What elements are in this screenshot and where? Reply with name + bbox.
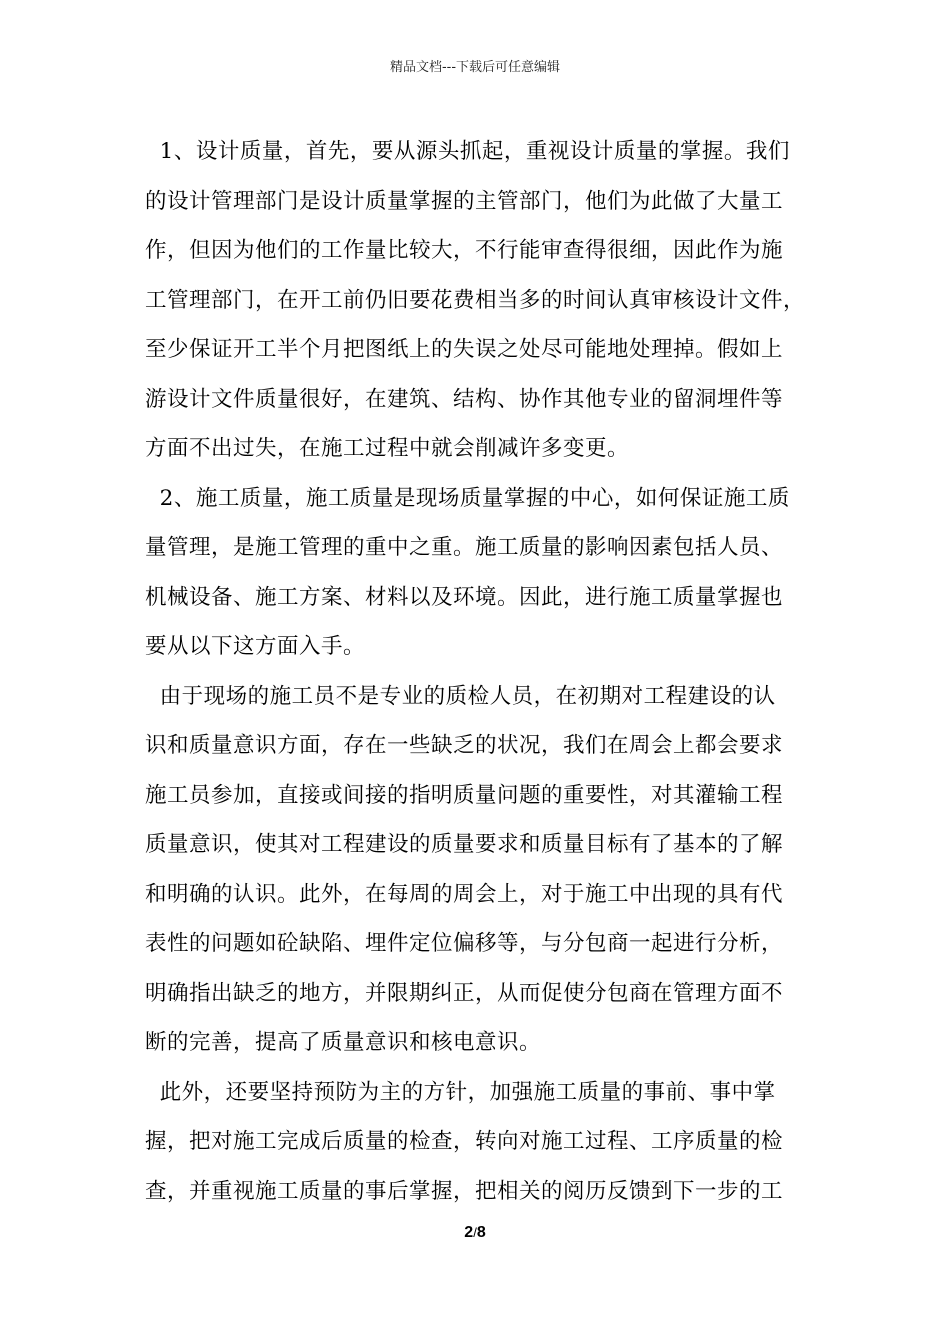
page-header: 精品文档---下载后可任意编辑 (389, 60, 561, 75)
text-line: 作，但因为他们的工作量比较大，不行能审查得很细，因此作为施 (145, 238, 784, 263)
text-line: 识和质量意识方面，存在一些缺乏的状况，我们在周会上都会要求 (145, 733, 784, 758)
text-line: 明确指出缺乏的地方，并限期纠正，从而促使分包商在管理方面不 (145, 980, 784, 1006)
text-line: 方面不出过失，在施工过程中就会削减许多变更。 (145, 436, 630, 461)
text-line: 至少保证开工半个月把图纸上的失误之处尽可能地处理掉。假如上 (145, 337, 784, 362)
text-line: 断的完善，提高了质量意识和核电意识。 (145, 1030, 542, 1055)
page-number (0, 1224, 950, 1242)
paragraph-prevention (145, 1068, 813, 1217)
text-line: 的设计管理部门是设计质量掌握的主管部门，他们为此做了大量工 (145, 188, 784, 214)
paragraph-design-quality (145, 127, 813, 474)
paragraph-construction-quality (145, 474, 813, 672)
text-line: 要从以下这方面入手。 (145, 634, 366, 659)
paragraph-quality-awareness (145, 672, 813, 1068)
text-line: 量管理，是施工管理的重中之重。施工质量的影响因素包括人员、 (145, 535, 784, 560)
text-line: 查，并重视施工质量的事后掌握，把相关的阅历反馈到下一步的工 (145, 1178, 784, 1204)
text-line: 机械设备、施工方案、材料以及环境。因此，进行施工质量掌握也 (145, 584, 784, 610)
text-line: 此外，还要坚持预防为主的方针，加强施工质量的事前、事中掌 (145, 1079, 776, 1105)
text-line: 工管理部门，在开工前仍旧要花费相当多的时间认真审核设计文件， (145, 287, 806, 313)
text-line: 2、施工质量，施工质量是现场质量掌握的中心，如何保证施工质 (145, 485, 790, 511)
total-pages: 8 (476, 1224, 486, 1241)
text-line: 施工员参加，直接或间接的指明质量问题的重要性，对其灌输工程 (145, 782, 784, 808)
text-line: 和明确的认识。此外，在每周的周会上，对于施工中出现的具有代 (145, 881, 784, 907)
text-line: 1、设计质量，首先，要从源头抓起，重视设计质量的掌握。我们 (145, 139, 790, 164)
text-line: 由于现场的施工员不是专业的质检人员，在初期对工程建设的认 (145, 683, 776, 709)
text-line: 握，把对施工完成后质量的检查，转向对施工过程、工序质量的检 (145, 1129, 784, 1154)
text-line: 游设计文件质量很好，在建筑、结构、协作其他专业的留洞埋件等 (145, 386, 784, 412)
text-line: 质量意识，使其对工程建设的质量要求和质量目标有了基本的了解 (145, 832, 784, 857)
document-body (145, 127, 813, 1216)
current-page: 2 (464, 1224, 474, 1241)
text-line: 表性的问题如砼缺陷、埋件定位偏移等，与分包商一起进行分析， (145, 931, 784, 956)
page-separator: / (473, 1225, 477, 1240)
